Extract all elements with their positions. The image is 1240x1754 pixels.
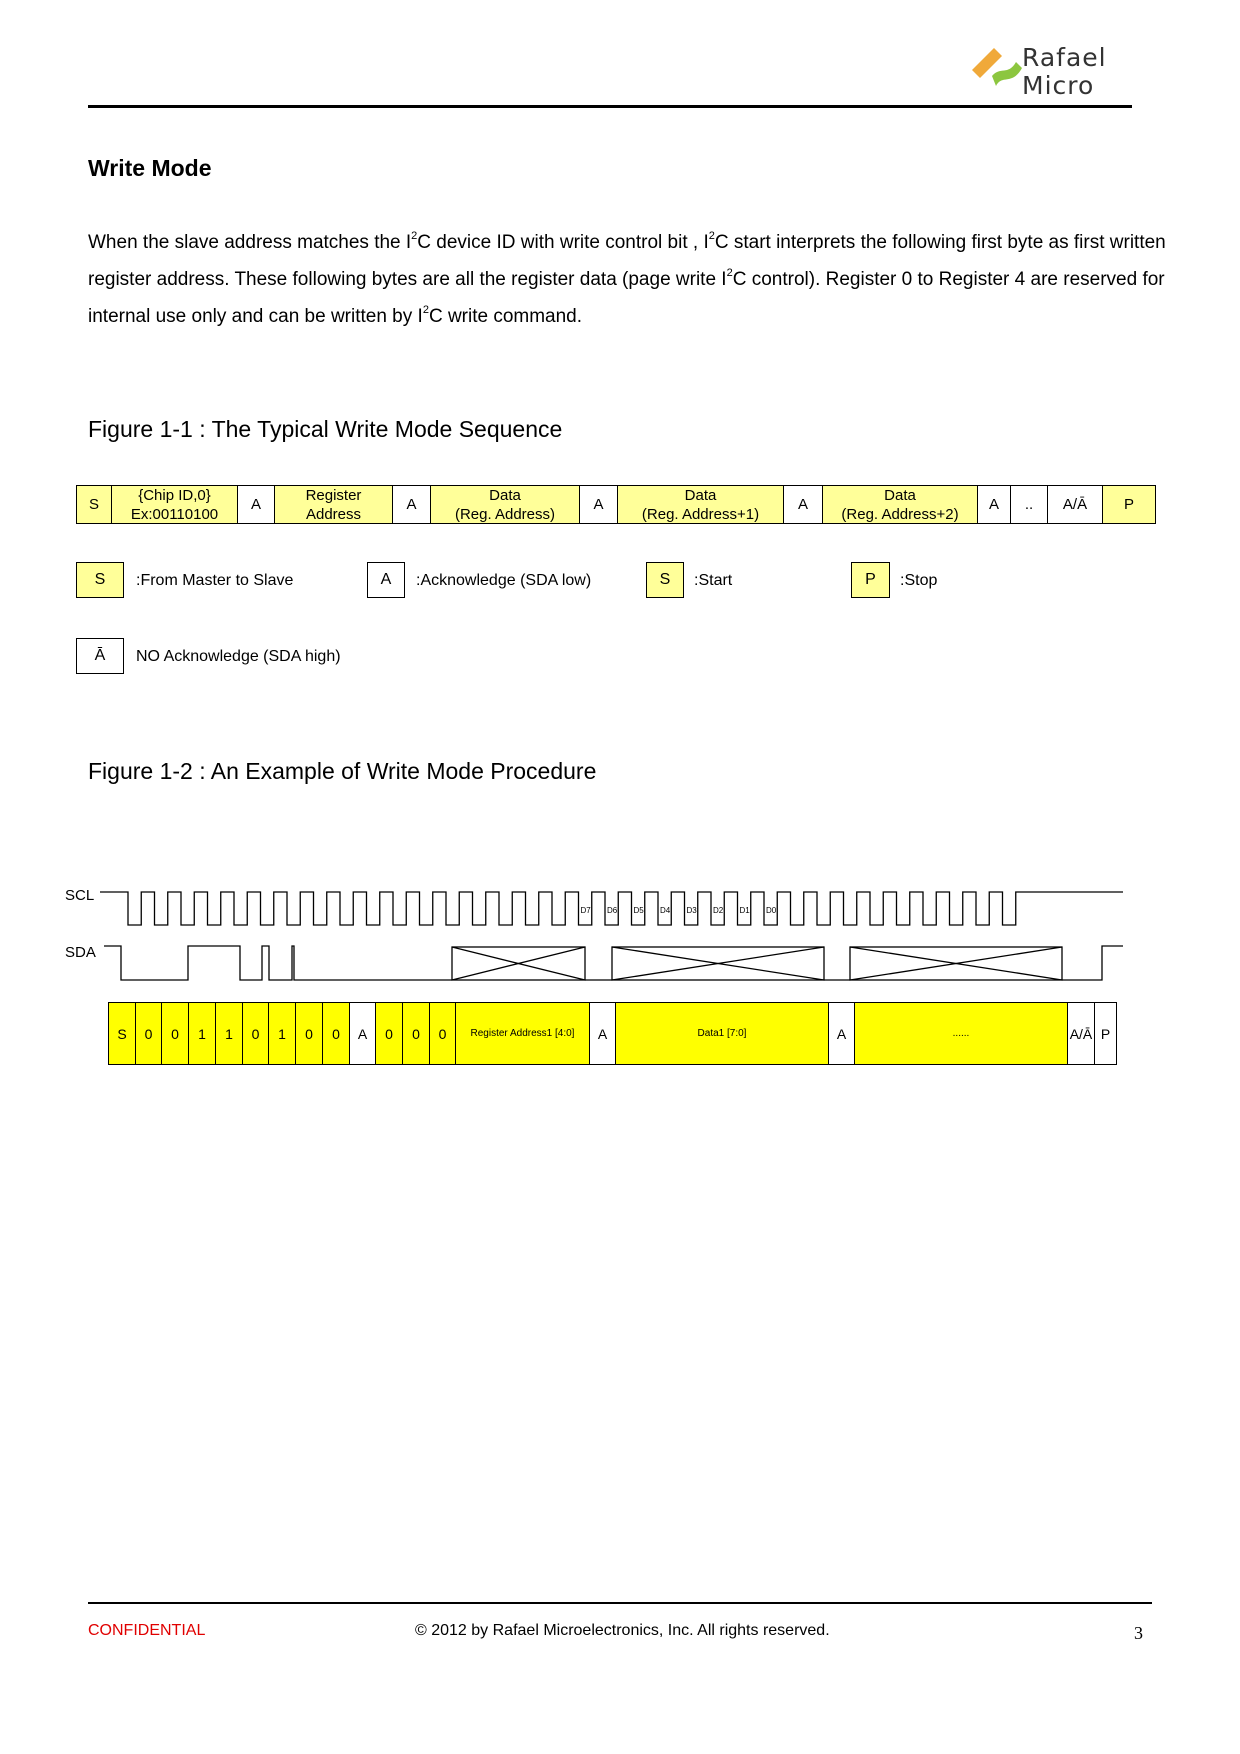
legend-label-acknowledge: :Acknowledge (SDA low) (416, 572, 592, 589)
section-title: Write Mode (88, 155, 212, 181)
bit-cell: A/Ā (1068, 1003, 1095, 1064)
seq-cell-line1: A (593, 496, 604, 513)
seq-cell-line1: Data (684, 486, 717, 504)
seq-cell (1048, 486, 1103, 523)
scl-label: SCL (65, 887, 95, 904)
data-bit-labels (581, 906, 777, 915)
seq-cell-line1: P (1123, 496, 1134, 513)
seq-cell-line1: S (88, 496, 99, 513)
para-text-4: C control). Register 0 to Register 4 are reserved for internal use only and can be written by I (88, 269, 1165, 327)
intro-paragraph (88, 224, 1168, 335)
seq-cell-line2: (Reg. Address) (454, 505, 556, 523)
bit-cell: A (829, 1003, 855, 1064)
data-bit-label: D7 (580, 906, 591, 915)
data-bit-label: D2 (713, 906, 724, 915)
bit-cell: A (590, 1003, 616, 1064)
figure1-title: Figure 1-1 : The Typical Write Mode Sequence (88, 416, 563, 442)
seq-cell (1103, 486, 1155, 523)
bit-cell: A (350, 1003, 376, 1064)
seq-cell-line2: Ex:00110100 (130, 505, 219, 523)
seq-cell-line1: Data (489, 486, 521, 504)
bit-cell: ...... (855, 1003, 1068, 1064)
superscript-2: 2 (726, 267, 733, 279)
rafael-logo-mark-icon (968, 42, 1028, 102)
seq-cell (275, 486, 393, 523)
superscript-2: 2 (411, 230, 418, 242)
legend-label-no-acknowledge: NO Acknowledge (SDA high) (136, 648, 341, 665)
bit-cell: 0 (243, 1003, 269, 1064)
seq-cell (580, 486, 618, 523)
seq-cell-line1: A (406, 496, 417, 513)
bit-cell: P (1095, 1003, 1116, 1064)
seq-cell (77, 486, 112, 523)
data-bit-label: D4 (660, 906, 671, 915)
seq-cell-line2: (Reg. Address+2) (841, 505, 959, 523)
seq-cell-line2: (Reg. Address+1) (641, 505, 760, 523)
seq-cell-line1: Register (305, 486, 362, 504)
footer-confidential: CONFIDENTIAL (88, 1622, 206, 1639)
bit-cell: 0 (162, 1003, 189, 1064)
seq-cell-line1: Data (884, 486, 916, 504)
company-logo (968, 42, 1108, 102)
para-text-2: C device ID with write control bit , I (417, 232, 709, 253)
bit-cell: 1 (189, 1003, 216, 1064)
write-sequence-diagram (76, 485, 1156, 524)
superscript-2: 2 (422, 304, 429, 316)
bit-cell: 1 (269, 1003, 296, 1064)
page-number: 3 (1134, 1623, 1143, 1643)
bit-cell: 0 (403, 1003, 430, 1064)
footer-rule (88, 1602, 1152, 1604)
seq-cell (431, 486, 580, 523)
timing-waveform (0, 880, 1240, 1000)
seq-cell-line1: A (797, 496, 808, 513)
seq-cell (393, 486, 431, 523)
data-bit-label: D5 (633, 906, 644, 915)
bit-sequence (108, 1002, 1117, 1065)
seq-cell-line1: A (988, 496, 999, 513)
legend-box-acknowledge: A (367, 562, 405, 598)
data-bit-label: D6 (607, 906, 618, 915)
bit-cell: S (109, 1003, 136, 1064)
legend-label-stop: :Stop (900, 572, 938, 589)
data-bit-label: D1 (739, 906, 750, 915)
data-bit-label: D0 (766, 906, 777, 915)
seq-cell (1011, 486, 1048, 523)
para-text-3: C start interprets the following first byte as first written register address. These following bytes are all the register data (page write I (88, 232, 1166, 290)
seq-cell (823, 486, 978, 523)
data-bit-label: D3 (686, 906, 697, 915)
seq-cell-line1: A/Ā (1062, 496, 1088, 513)
bit-cell: 0 (323, 1003, 350, 1064)
sda-label: SDA (65, 944, 96, 961)
bit-cell: 0 (430, 1003, 456, 1064)
seq-cell (238, 486, 275, 523)
logo-text-rafael: Rafael (1022, 43, 1107, 72)
legend-box-stop: P (851, 562, 890, 598)
sda-waveform (104, 946, 1123, 980)
footer-copyright: © 2012 by Rafael Microelectronics, Inc. All rights reserved. (415, 1622, 830, 1639)
bit-cell: Register Address1 [4:0] (456, 1003, 590, 1064)
para-text-1: When the slave address matches the I (88, 232, 412, 253)
logo-text-micro: Micro (1022, 71, 1095, 100)
bit-cell: Data1 [7:0] (616, 1003, 829, 1064)
bit-cell: 0 (136, 1003, 162, 1064)
legend-box-master-to-slave: S (76, 562, 124, 598)
figure2-title: Figure 1-2 : An Example of Write Mode Procedure (88, 758, 597, 784)
legend-label-start: :Start (694, 572, 733, 589)
seq-cell (618, 486, 784, 523)
seq-cell (112, 486, 238, 523)
seq-cell-line2: Address (305, 505, 361, 523)
bit-cell: 0 (296, 1003, 323, 1064)
header-rule (88, 105, 1132, 108)
bit-cell: 0 (376, 1003, 403, 1064)
seq-cell-line1: {Chip ID,0} (138, 486, 211, 504)
legend-label-master-to-slave: :From Master to Slave (136, 572, 294, 589)
legend-box-no-acknowledge: Ā (76, 638, 124, 674)
seq-cell-line1: A (250, 496, 261, 513)
seq-cell (978, 486, 1011, 523)
seq-cell-line1: .. (1024, 496, 1034, 513)
superscript-2: 2 (708, 230, 715, 242)
para-text-5: C write command. (428, 306, 583, 327)
seq-cell (784, 486, 823, 523)
legend-box-start: S (646, 562, 684, 598)
bit-cell: 1 (216, 1003, 243, 1064)
